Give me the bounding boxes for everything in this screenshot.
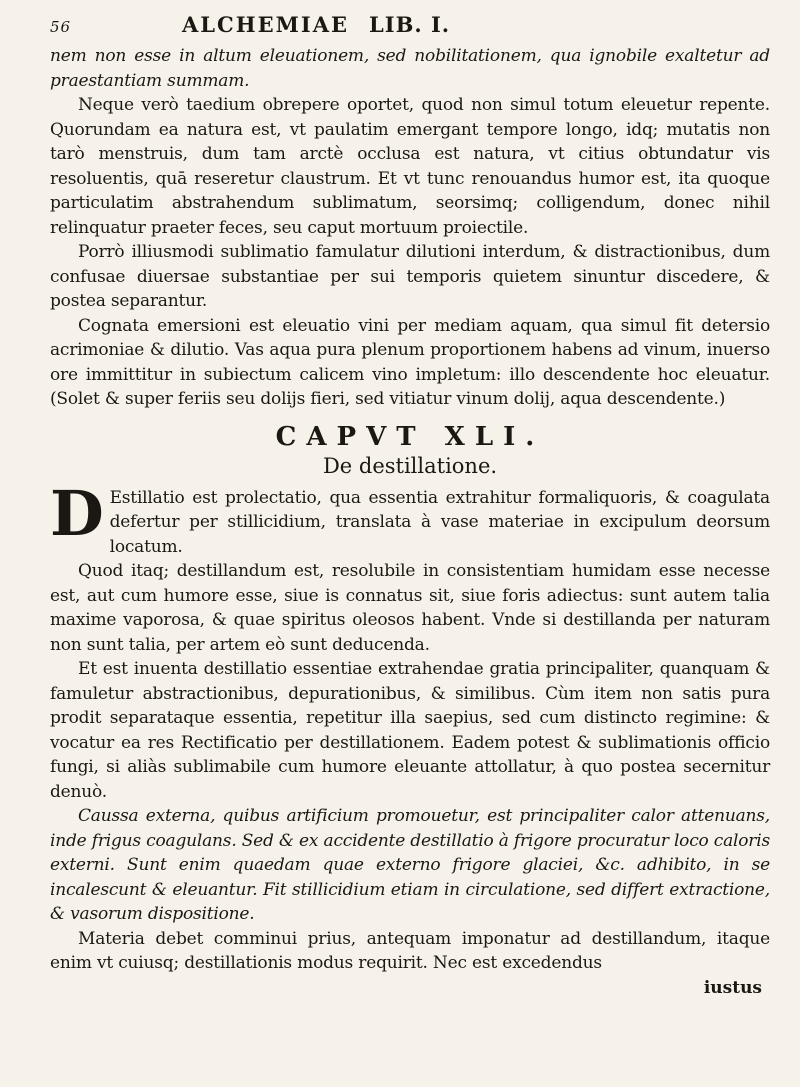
paragraph-continuation: nem non esse in altum eleuationem, sed nobilitationem, qua ignobile exaltetur ad praestantiam summam. — [50, 46, 770, 91]
paragraph: Neque verò taedium obrepere oportet, quod non simul totum eleuetur repente. Quorundam ea natura est, vt paulatim emergant tempore longo, idq; mutatis non tarò menstruis, dum tam arctè occlusa est natura, vt citius obtundatur vis resoluentis, quā reseretur claustrum. Et vt tunc renouandus humor est, ita quoque particulatim abstrahendum sublimatum, seorsimq; colligendum, donec nihil relinquatur praeter feces, seu caput mortuum proiectile. — [50, 95, 770, 238]
paragraph-dropcap — [50, 476, 770, 560]
running-title: ALCHEMIAE — [182, 12, 349, 37]
paragraph: Cognata emersioni est eleuatio vini per mediam aquam, qua simul fit detersio acrimoniae & dilutio. Vas aqua pura plenum proportionem habens ad vinum, inuerso ore immittitur in subiectum calicem vino impletum: illo descendente hoc eleuatur. (Solet & super feriis seu dolijs fieri, sed vitiatur vinum dolij, aqua descendente.) — [50, 315, 770, 409]
catchword: iustus — [703, 977, 762, 998]
chapter-subheading: De destillatione. — [322, 453, 498, 478]
paragraph-italic: Caussa externa, quibus artificium promouetur, est principaliter calor attenuans, inde frigus coagulans. Sed & ex accidente destillatio à frigore procuratur loco caloris externi. Sunt enim quaedam quae externo frigore glaciei, &c. adhibito, in se incalescunt & eleuantur. Fit stillicidium etiam in circulatione, sed differt extractione, & vasorum dispositione. — [50, 806, 770, 924]
paragraph: Porrò illiusmodi sublimatio famulatur dilutioni interdum, & distractionibus, dum confusae diuersae substantiae per sui temporis quietem sinuntur discedere, & postea separantur. — [50, 242, 770, 311]
paragraph: Quod itaq; destillandum est, resolubile in consistentiam humidam esse necesse est, aut cum humore esse, siue is connatus sit, siue foris adiectus: sunt autem talia maxime vaporosa, & quae spiritus oleosos habent. Vnde si destillanda per naturam non sunt talia, per artem eò sunt deducenda. — [50, 561, 770, 655]
paragraph: Et est inuenta destillatio essentiae extrahendae gratia principaliter, quanquam & famuletur abstractionibus, depurationibus, & similibus. Cùm item non satis pura prodit separataque essentia, repetitur illa saepius, sed cum distincto regimine: & vocatur ea res Rectificatio per destillationem. Eadem potest & sublimationis officio fungi, si aliàs sublimabile cum humore eleuante attollatur, à quo postea secernitur denuò. — [50, 659, 770, 802]
running-head — [50, 12, 770, 44]
paragraph: Materia debet comminui prius, antequam imponatur ad destillandum, itaque enim vt cuiusq; destillationis modus requirit. Nec est excedendus — [50, 928, 770, 973]
chapter-heading: CAPVT XLI. — [275, 421, 545, 452]
paragraph-text: Estillatio est prolectatio, qua essentia extrahitur formaliquoris, & coagulata defertur per stillicidium, translata à vase materiae in excipulum deorsum locatum. — [109, 487, 770, 557]
page-number: 56 — [50, 18, 72, 36]
drop-capital: D — [50, 476, 104, 550]
book-number: LIB. I. — [369, 12, 451, 37]
